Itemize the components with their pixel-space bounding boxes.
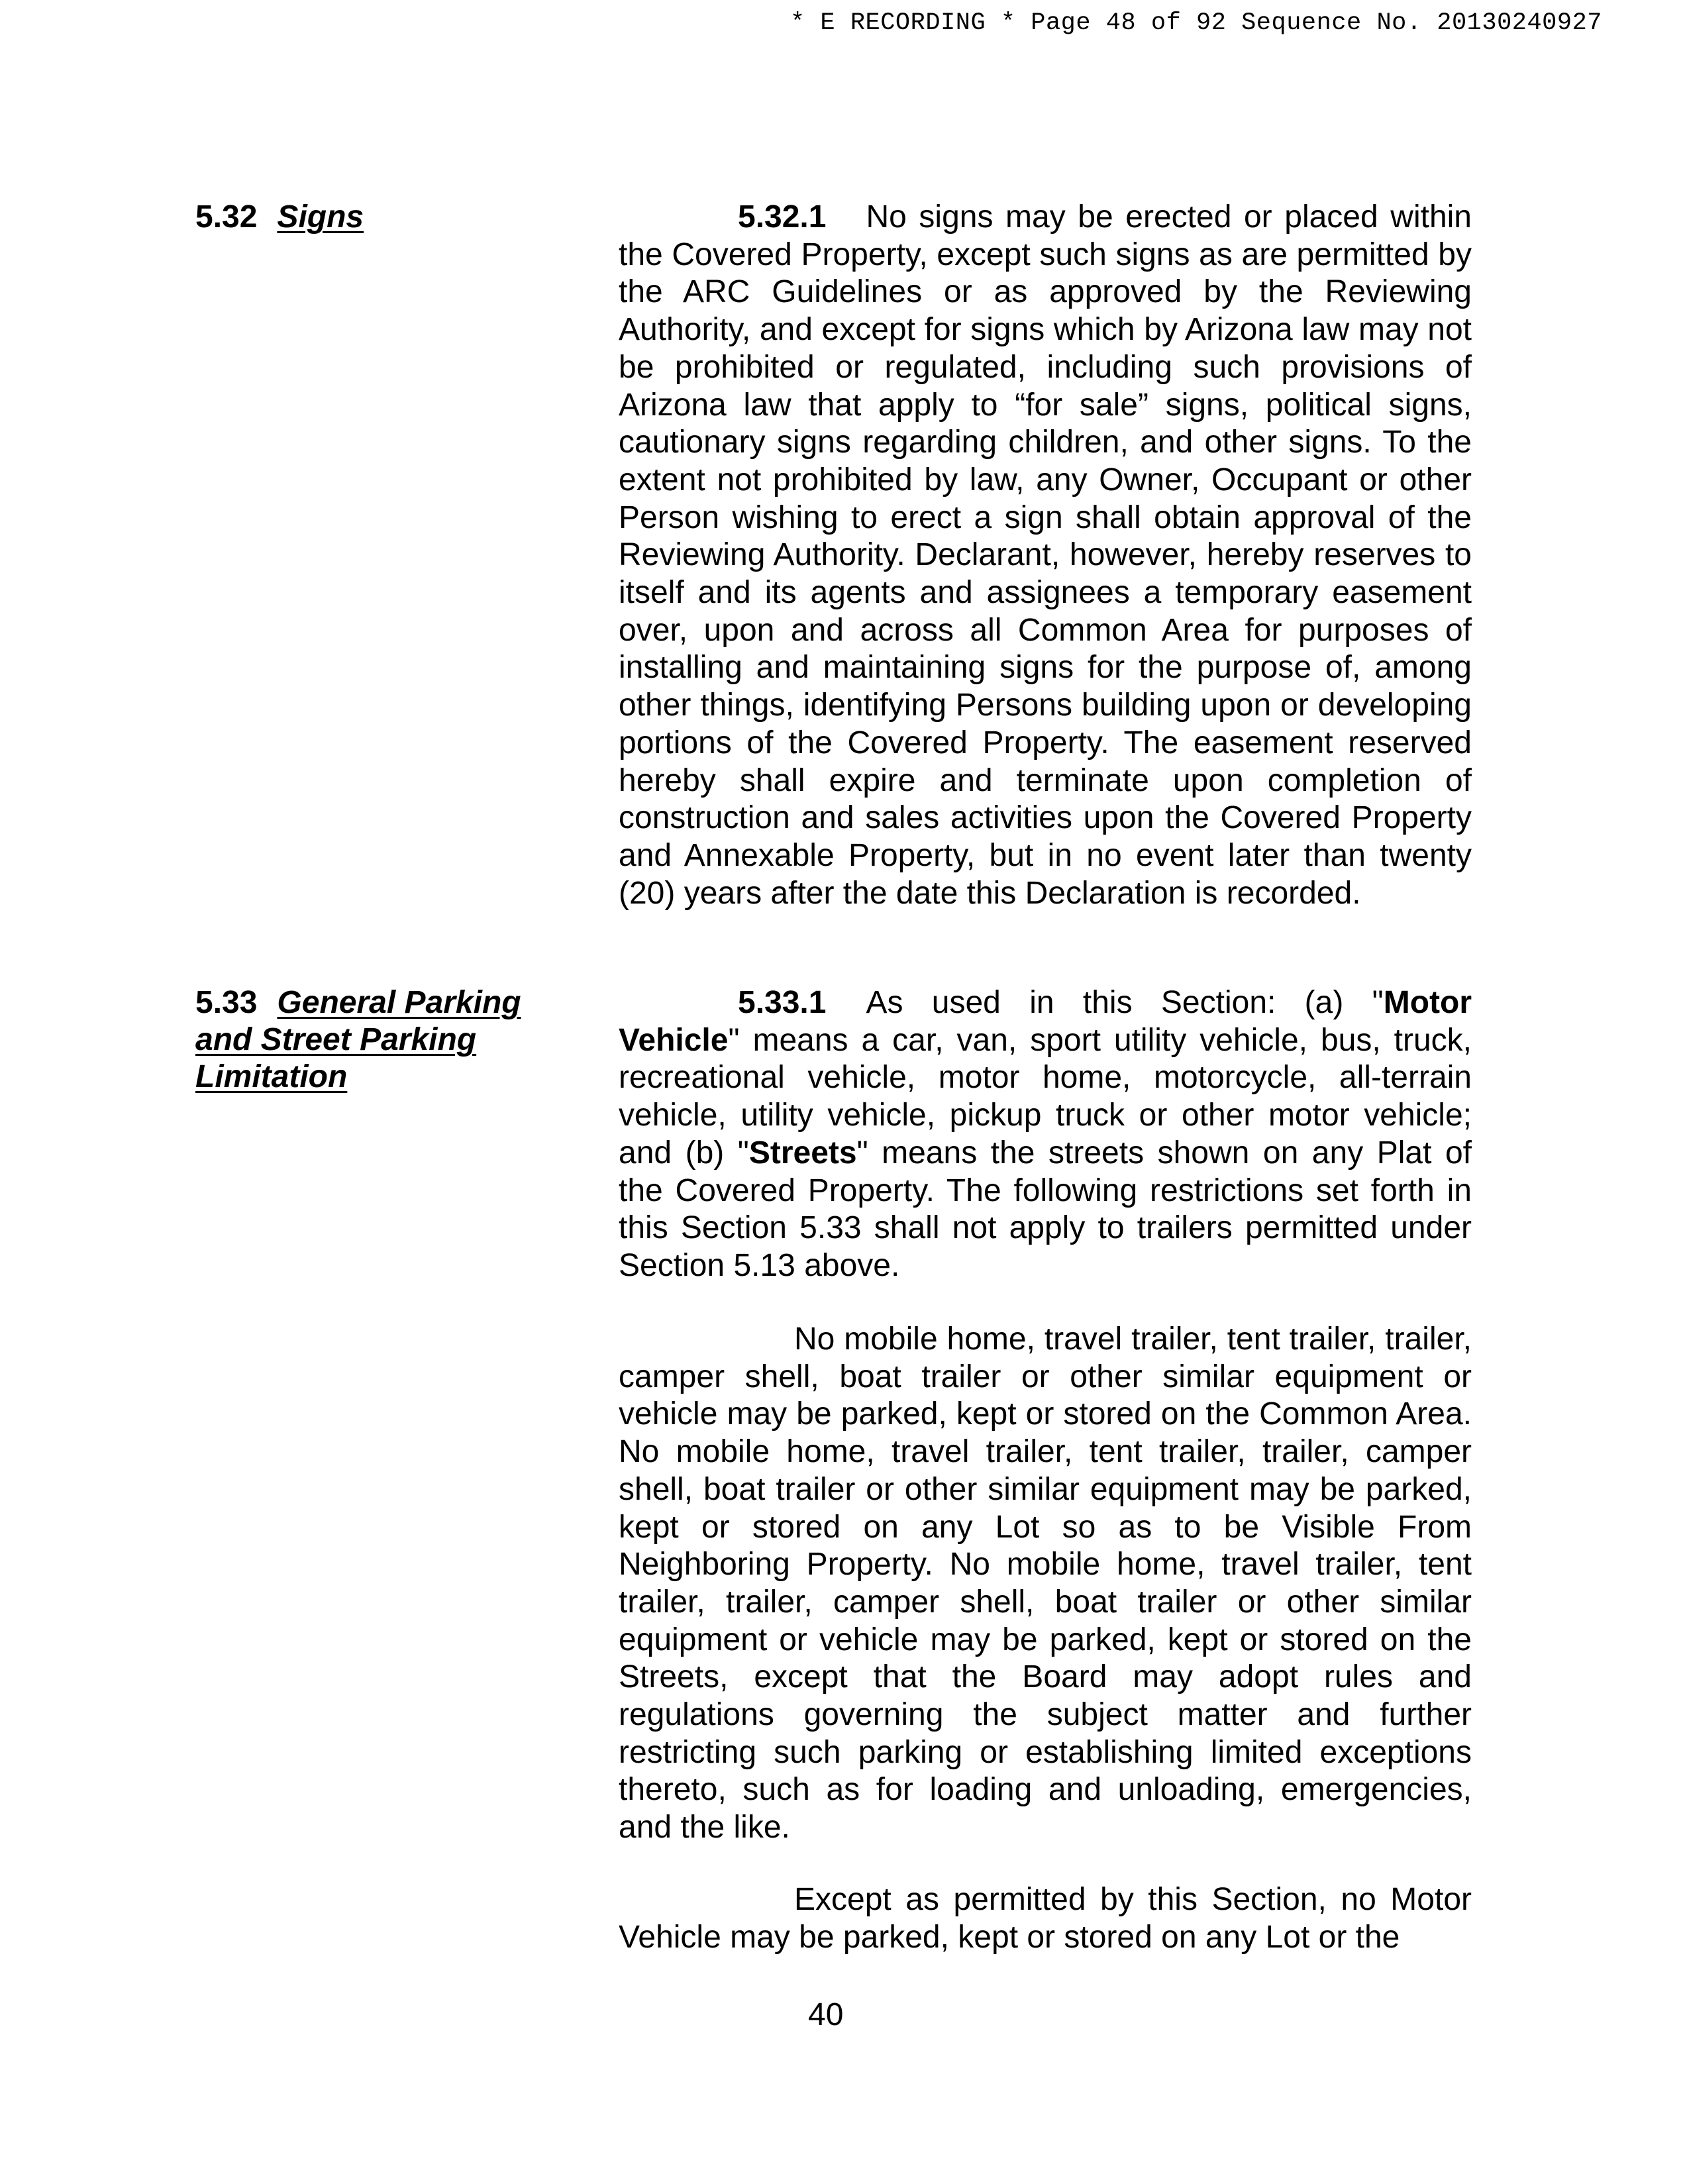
defined-term-streets: Streets <box>748 1135 857 1170</box>
section-5-33-heading <box>195 984 593 1096</box>
section-title-line: General Parking <box>277 985 521 1020</box>
subsection-number: 5.32.1 <box>738 199 827 234</box>
section-title-line: Limitation <box>195 1059 348 1094</box>
section-5-33-paragraph-3 <box>619 1881 1472 1956</box>
recording-header: * E RECORDING * Page 48 of 92 Sequence No. 20130240927 <box>790 9 1602 37</box>
section-title: Signs <box>277 199 364 234</box>
subsection-number: 5.33.1 <box>738 985 827 1020</box>
section-number: 5.32 <box>195 199 258 234</box>
defined-term-motor-vehicle: Motor Vehicle <box>619 985 1472 1058</box>
section-5-33-paragraph-2 <box>619 1321 1472 1847</box>
section-5-32-paragraph <box>619 199 1472 912</box>
section-number: 5.33 <box>195 985 258 1020</box>
paragraph-text: No signs may be erected or placed within the Covered Property, except such signs as are permitted by the ARC Guidelines or as approved by the Reviewing Authority, and except for signs which by Arizona law may not be prohibited or regulated, including such provisions of Arizona law that apply to “for sale” signs, political signs, cautionary signs regarding children, and other signs. To the extent not prohibited by law, any Owner, Occupant or other Person wishing to erect a sign shall obtain approval of the Reviewing Authority. Declarant, however, hereby reserves to itself and its agents and assignees a temporary easement over, upon and across all Common Area for purposes of installing and maintaining signs for the purpose of, among other things, identifying Persons building upon or developing portions of the Covered Property. The easement reserved hereby shall expire and terminate upon completion of construction and sales activities upon the Covered Property and Annexable Property, but in no event later than twenty (20) years after the date this Declaration is recorded. <box>619 199 1472 911</box>
paragraph-text: No mobile home, travel trailer, tent trailer, trailer, camper shell, boat trailer or other similar equipment or vehicle may be parked, kept or stored on the Common Area. No mobile home, travel trailer, tent trailer, trailer, camper shell, boat trailer or other similar equipment may be parked, kept or stored on any Lot so as to be Visible From Neighboring Property. No mobile home, travel trailer, tent trailer, trailer, camper shell, boat trailer or other similar equipment or vehicle may be parked, kept or stored on the Streets, except that the Board may adopt rules and regulations governing the subject matter and further restricting such parking or establishing limited exceptions thereto, such as for loading and unloading, emergencies, and the like. <box>619 1322 1472 1846</box>
section-5-32-heading <box>195 199 593 236</box>
section-5-33-1-paragraph: 5.33.1 As used in this Section: (a) "Motor Vehicle" means a car, van, sport utility vehicle, bus, truck, recreational vehicle, motor home, motorcycle, all-terrain vehicle, utility vehicle, pickup truck or other motor vehicle; and (b) "Streets" means the streets shown on any Plat of the Covered Property. The following restrictions set forth in this Section 5.33 shall not apply to trailers permitted under Section 5.13 above. <box>619 985 1472 1283</box>
paragraph-text: Except as permitted by this Section, no Motor Vehicle may be parked, kept or stored on any Lot or the <box>619 1882 1472 1955</box>
page-number: 40 <box>808 1997 844 2032</box>
section-title-line: and Street Parking <box>195 1022 477 1057</box>
